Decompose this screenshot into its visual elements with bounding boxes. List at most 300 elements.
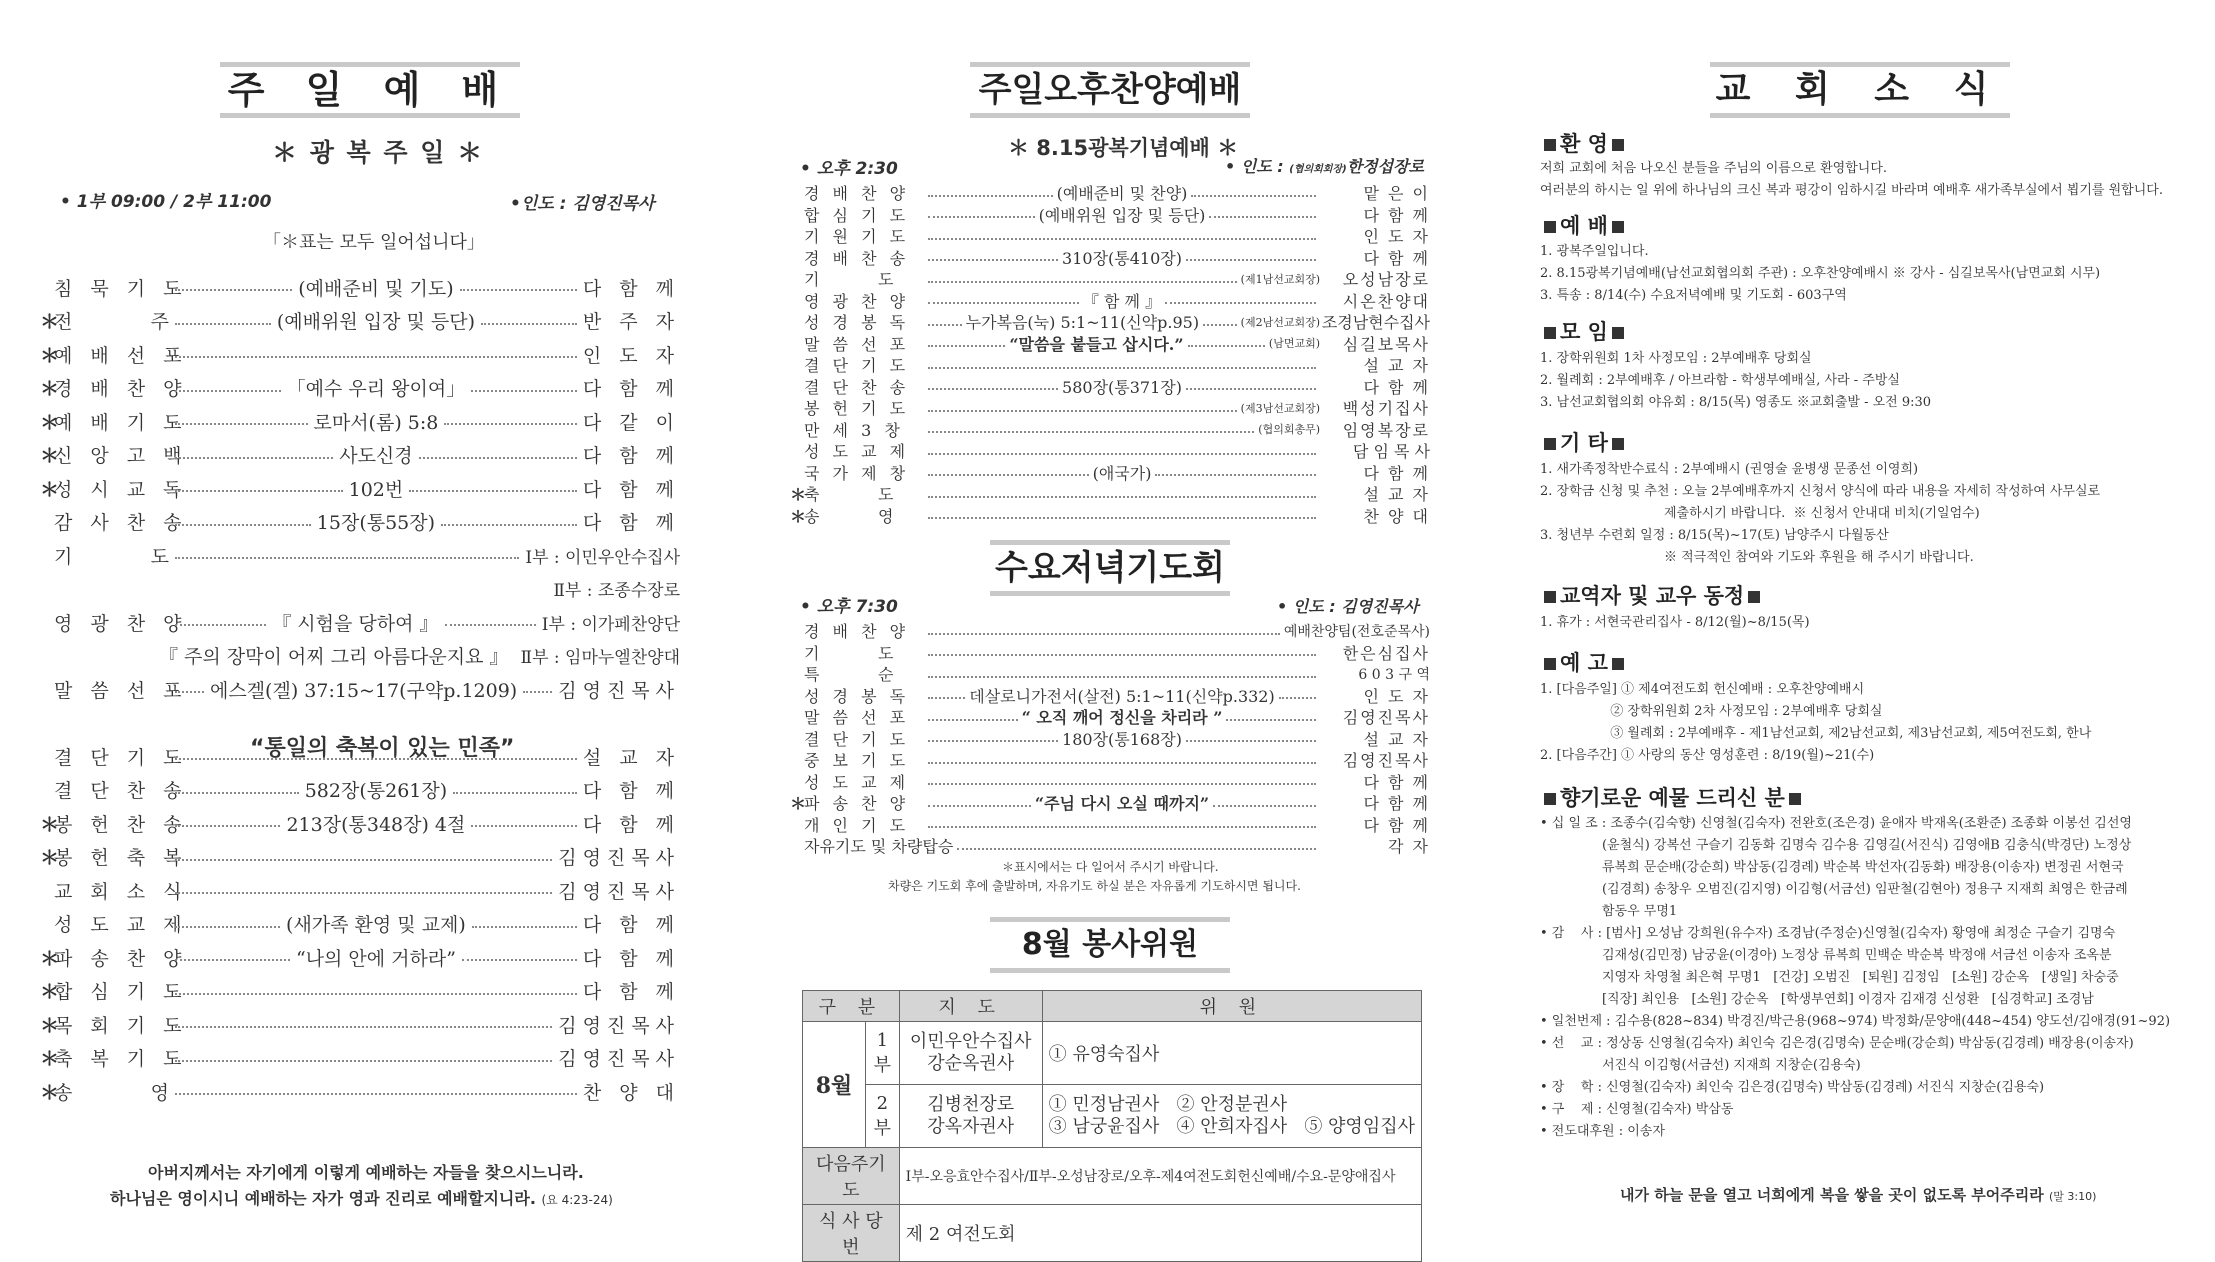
order-content: 『 주의 장막이 어찌 그리 아름다운지요 』	[158, 646, 509, 668]
volunteers-row-part2	[803, 1085, 1422, 1148]
order-person: 찬 양 대	[1363, 506, 1430, 526]
standing-mark: ＊	[40, 311, 60, 333]
dot-leader	[441, 524, 577, 526]
order-content: (예배위원 입장 및 등단)	[1038, 205, 1206, 225]
order-person: 다 함 께	[582, 914, 680, 936]
news-footer-verse: 내가 하늘 문을 열고 너희에게 복을 쌓을 곳이 없도록 부어주리라	[1620, 1186, 2044, 1204]
welcome-line-1: 저희 교회에 처음 나오신 분들을 주님의 이름으로 환영합니다.	[1540, 161, 1888, 176]
order-name: 봉 헌 축 복	[54, 847, 188, 869]
order-person: 설 교 자	[1363, 485, 1430, 504]
meeting-heading-text: 모 임	[1560, 320, 1608, 344]
standing-mark: ＊	[40, 478, 60, 501]
standing-mark: ＊	[40, 1081, 60, 1104]
offering-line: 지영자 차영철 최은혁 무명1 [건강] 오범진 [퇴원] 김정임 [소원] 강순옥 [생일] 차숭중	[1540, 970, 2119, 985]
afternoon-time: • 오후 2:30	[800, 159, 898, 179]
standing-mark: ＊	[40, 378, 60, 400]
dot-leader	[928, 719, 1018, 721]
volunteers-table	[802, 990, 1422, 1262]
order-content: 로마서(롬) 5:8	[313, 411, 439, 434]
order-row	[790, 419, 1430, 440]
offering-line: (윤철식) 강복선 구슬기 김동화 김명숙 김수용 김영길(서진식) 김영애B 김충식(박경단) 노정상	[1540, 838, 2132, 853]
welcome-heading-text: 환 영	[1560, 132, 1608, 156]
sunday-verse-line1: 아버지께서는 자기에게 이렇게 예배하는 자들을 찾으시느니라.	[148, 1163, 584, 1182]
notice-heading-text: 예 고	[1560, 651, 1608, 675]
dot-leader	[175, 993, 577, 995]
order-person: 김영진목사	[558, 847, 680, 869]
order-row	[40, 272, 680, 302]
wednesday-note2: 차량은 기도회 후에 출발하며, 자유기도 하실 분은 자유롭게 기도하시면 됩니다.	[888, 879, 1301, 893]
order-person: 반 주 자	[582, 311, 681, 333]
order-name: 예 배 기 도	[54, 411, 188, 434]
order-role: (제3남선교회장)	[1240, 401, 1320, 415]
dot-leader	[1188, 345, 1265, 347]
order-name: 성 도 교 제	[804, 442, 910, 461]
dot-leader	[472, 926, 577, 928]
order-name: 교 회 소 식	[54, 880, 188, 903]
order-name: 중 보 기 도	[804, 751, 910, 770]
heading-square-icon	[1612, 139, 1624, 151]
dot-leader	[928, 654, 1316, 656]
heading-square-icon	[1612, 221, 1624, 233]
dot-leader	[1209, 216, 1316, 218]
order-person: 김영진목사	[1342, 751, 1430, 770]
dot-leader	[462, 959, 577, 961]
dot-leader	[175, 1026, 552, 1028]
dot-leader	[928, 302, 1079, 304]
standing-mark: ＊	[40, 947, 60, 970]
standing-mark: ＊	[40, 445, 60, 467]
order-row	[790, 685, 1430, 706]
header-members: 위 원	[1042, 991, 1421, 1022]
etc-line-4: 3. 청년부 수련회 일정 : 8/15(목)~17(토) 남양주시 다월동산	[1540, 528, 1889, 543]
sunday-order-list	[40, 272, 680, 1132]
wednesday-title: 수요저녁기도회	[995, 548, 1225, 588]
dot-leader	[928, 410, 1237, 412]
dot-leader	[928, 676, 1316, 678]
part2-cell: 2부	[866, 1085, 900, 1148]
staff-line-1: 1. 휴가 : 서현국관리집사 - 8/12(월)~8/15(목)	[1540, 615, 1810, 630]
dot-leader	[928, 762, 1316, 764]
order-person: Ⅱ부 : 조종수장로	[553, 581, 680, 601]
wednesday-time: • 오후 7:30	[800, 597, 898, 617]
offering-line: [직장] 최인용 [소원] 강순옥 [학생부연회] 이경자 김재경 신성환 [심경학교] 조경남	[1540, 992, 2094, 1007]
next-value: Ⅰ부-오응효안수집사/Ⅱ부-오성남장로/오후-제4여전도회헌신예배/수요-문양애집사	[899, 1148, 1421, 1205]
order-row	[790, 814, 1430, 835]
wednesday-note1: ＊표시에서는 다 일어서 주시기 바랍니다.	[1002, 860, 1219, 874]
dot-leader	[928, 453, 1316, 455]
order-row	[40, 808, 680, 838]
offering-line: 함동우 무명1	[1540, 904, 1678, 919]
order-row	[40, 574, 680, 604]
offering-line: • 전도대후원 : 이송자	[1540, 1124, 1665, 1139]
order-content: “나의 안에 거하라”	[295, 947, 456, 970]
etc-line-5: ※ 적극적인 참여와 기도와 후원을 해 주시기 바랍니다.	[1540, 550, 1974, 565]
heading-square-icon	[1544, 658, 1556, 670]
order-row	[40, 306, 680, 336]
dot-leader	[957, 848, 1316, 850]
dot-leader	[175, 825, 280, 827]
order-person: 다 함 께	[582, 378, 680, 400]
order-name: 만 세 3 창	[804, 420, 904, 440]
meeting-line-1: 1. 장학위원회 1차 사정모임 : 2부예배후 당회실	[1540, 351, 1812, 366]
news-column	[1540, 0, 2180, 1240]
sunday-worship-column	[40, 0, 680, 1240]
offering-line: • 십 일 조 : 조종수(김숙향) 신영철(김숙자) 전완호(조은경) 윤애자 박재옥(조환준) 조종화 이봉선 김선영	[1540, 816, 2132, 831]
part2-guide-2: 강옥자권사	[927, 1116, 1015, 1137]
volunteers-header-row	[803, 991, 1422, 1022]
heading-square-icon	[1789, 793, 1801, 805]
order-name: 성 도 교 제	[804, 772, 910, 792]
order-person: 예배찬양팀(전호준목사)	[1283, 623, 1430, 640]
heading-square-icon	[1612, 658, 1624, 670]
standing-mark: ＊	[40, 1048, 60, 1070]
next-label: 다음주기도	[803, 1148, 900, 1205]
afternoon-subtitle: ＊ 8.15광복기념예배 ＊	[1008, 136, 1239, 160]
volunteers-row-part1	[803, 1022, 1422, 1085]
order-person: 다 함 께	[1363, 248, 1430, 268]
order-person: 임영복장로	[1342, 420, 1430, 440]
afternoon-order-list	[790, 182, 1430, 532]
offering-line: 서진식 이김형(서금선) 지재희 지창순(김용숙)	[1540, 1058, 1861, 1073]
meeting-heading	[1540, 316, 1628, 346]
order-name: 성 경 봉 독	[804, 313, 910, 332]
order-row	[40, 641, 680, 671]
dot-leader	[175, 1093, 577, 1095]
order-content: “말씀을 붙들고 삽시다.”	[1009, 334, 1184, 354]
dot-leader	[175, 423, 308, 425]
order-name: 파 송 찬 양	[804, 794, 910, 813]
order-name: 기 도	[804, 270, 898, 289]
heading-square-icon	[1544, 793, 1556, 805]
order-name: 말 씀 선 포	[804, 334, 910, 354]
afternoon-title-box	[970, 62, 1250, 118]
standing-mark: ＊	[790, 506, 807, 526]
dot-leader	[1213, 805, 1316, 807]
worship-heading-text: 예 배	[1560, 214, 1608, 238]
order-content: 『 함 께 』	[1082, 291, 1162, 311]
header-guide: 지 도	[899, 991, 1042, 1022]
dot-leader	[928, 195, 1053, 197]
order-person: Ⅰ부 : 이민우안수집사	[525, 547, 680, 568]
order-name: 예 배 선 포	[54, 344, 188, 367]
dot-leader	[175, 959, 290, 961]
staff-heading-text: 교역자 및 교우 동정	[1560, 584, 1745, 608]
order-name: 파 송 찬 양	[54, 947, 188, 970]
order-person: 심길보목사	[1342, 334, 1431, 354]
etc-heading-text: 기 타	[1560, 431, 1608, 455]
order-row	[40, 775, 680, 805]
order-content: 213장(통348장) 4절	[286, 813, 466, 836]
order-content: 사도신경	[339, 445, 413, 467]
dot-leader	[175, 390, 281, 392]
order-name: 말 씀 선 포	[54, 679, 188, 702]
order-name: 봉 헌 기 도	[804, 399, 910, 418]
sunday-leader: •인도 : 김영진목사	[510, 194, 655, 214]
standing-mark: ＊	[40, 411, 60, 434]
order-row	[790, 663, 1430, 684]
order-row	[40, 540, 680, 570]
order-person: 김영진목사	[558, 1048, 680, 1070]
dot-leader	[1226, 719, 1316, 721]
order-row	[790, 225, 1430, 246]
order-person: 백성기집사	[1342, 399, 1430, 418]
order-row	[790, 182, 1430, 203]
order-person: 각 자	[1388, 837, 1430, 856]
order-name: 축 복 기 도	[54, 1048, 188, 1070]
dot-leader	[928, 496, 1316, 498]
offering-line: 류복희 문순배(강순희) 박삼동(김경례) 박순복 박선자(김동화) 배장용(이송자) 변정권 서현국	[1540, 860, 2124, 875]
order-name: 경 배 찬 송	[804, 248, 910, 268]
order-content: “ 오직 깨어 정신을 차리라 ”	[1021, 708, 1223, 727]
dot-leader	[928, 388, 1058, 390]
order-name: 전 주	[54, 311, 175, 333]
order-row	[40, 473, 680, 503]
order-name: 자유기도 및 차량탑승	[804, 837, 954, 856]
meal-label: 식 사 당 번	[803, 1205, 900, 1262]
order-name: 결 단 찬 송	[54, 780, 188, 802]
order-person: 인 도 자	[1363, 686, 1430, 706]
news-title-box	[1710, 62, 2010, 118]
order-role: (협의회총무)	[1258, 423, 1320, 436]
dot-leader	[1186, 259, 1316, 261]
dot-leader	[175, 457, 333, 459]
offering-list	[1540, 812, 2180, 1152]
dot-leader	[1279, 697, 1316, 699]
order-name: 기 원 기 도	[804, 227, 910, 246]
order-name: 결 단 기 도	[54, 746, 188, 769]
order-row	[790, 835, 1430, 856]
order-row	[40, 339, 680, 369]
offering-heading	[1540, 782, 1805, 812]
order-row	[790, 397, 1430, 418]
order-row	[790, 706, 1430, 727]
wednesday-leader: • 인도 : 김영진목사	[1277, 597, 1419, 616]
order-row	[40, 406, 680, 436]
order-content: 『 시험을 당하여 』	[272, 612, 439, 635]
order-person: 설 교 자	[1363, 356, 1430, 375]
order-person: 다 함 께	[582, 512, 680, 534]
sunday-standing-notice: 「＊표는 모두 일어섭니다」	[263, 232, 485, 253]
worship-line-3: 3. 특송 : 8/14(수) 수요저녁예배 및 기도회 - 603구역	[1540, 288, 1847, 303]
notice-heading	[1540, 647, 1628, 677]
dot-leader	[471, 825, 576, 827]
order-row	[40, 607, 680, 637]
order-name: 성 시 교 독	[54, 478, 188, 501]
order-row	[790, 792, 1430, 813]
order-role: (제1남선교회장)	[1240, 272, 1320, 286]
order-content: 310장(통410장)	[1062, 248, 1182, 268]
wednesday-order-list	[790, 620, 1430, 860]
dot-leader	[175, 624, 266, 626]
order-name: 송 영	[54, 1081, 175, 1104]
notice-line-3: ③ 월례회 : 2부예배후 - 제1남선교회, 제2남선교회, 제3남선교회, 제5여전도회, 한나	[1540, 726, 2092, 741]
order-row	[40, 1043, 680, 1073]
worship-heading	[1540, 210, 1628, 240]
dot-leader	[175, 557, 519, 559]
order-content: 데살로니가전서(살전) 5:1~11(신약p.332)	[969, 686, 1275, 706]
order-row	[790, 620, 1430, 641]
order-content: (예배준비 및 찬양)	[1056, 184, 1188, 203]
order-content: 582장(통261장)	[304, 780, 448, 802]
part2-members-cell	[1042, 1085, 1421, 1148]
order-row	[40, 440, 680, 470]
dot-leader	[409, 490, 577, 492]
order-name: 경 배 찬 양	[804, 622, 910, 641]
order-person: Ⅱ부 : 임마누엘찬양대	[520, 648, 680, 668]
offering-line: (김경희) 송창우 오범진(김지영) 이김형(서금선) 임판철(김현아) 정용구 지재희 최영은 한금례	[1540, 882, 2128, 897]
dot-leader	[928, 238, 1316, 240]
order-row	[40, 976, 680, 1006]
staff-heading	[1540, 580, 1764, 610]
order-row	[790, 462, 1430, 483]
part1-members-cell: ① 유영숙집사	[1042, 1022, 1421, 1085]
order-person: 인 도 자	[582, 344, 680, 367]
order-content: 180장(통168장)	[1062, 729, 1182, 749]
order-content: (새가족 환영 및 교제)	[286, 914, 466, 936]
afternoon-title: 주일오후찬양예배	[978, 70, 1242, 110]
order-name: 합 심 기 도	[804, 205, 910, 225]
order-person: 맡 은 이	[1363, 184, 1431, 203]
order-person: 김영진목사	[558, 880, 680, 903]
order-row	[790, 483, 1430, 504]
dot-leader	[928, 633, 1280, 635]
order-name: 결 단 기 도	[804, 356, 910, 375]
order-person: Ⅰ부 : 이가페찬양단	[541, 614, 680, 635]
offering-line: 김재성(김민정) 남궁윤(이경아) 노정상 류복희 민백순 박순복 박정애 서금선 이송자 조옥분	[1540, 948, 2112, 963]
order-row	[40, 875, 680, 905]
order-person: 다 함 께	[582, 780, 681, 802]
dot-leader	[928, 216, 1035, 218]
part1-guide-1: 이민우안수집사	[909, 1031, 1032, 1052]
dot-leader	[175, 892, 552, 894]
order-name: 영 광 찬 양	[54, 612, 188, 635]
part2-members-1: ① 민정남권사 ② 안정분권사	[1048, 1094, 1288, 1115]
order-row	[790, 376, 1430, 397]
dot-leader	[175, 356, 577, 358]
dot-leader	[1203, 324, 1237, 326]
heading-square-icon	[1612, 438, 1624, 450]
afternoon-leader-name: 한정섭장로	[1346, 157, 1424, 176]
order-person: 다 같 이	[582, 411, 681, 434]
order-content: (애국가)	[1092, 463, 1152, 483]
dot-leader	[928, 826, 1316, 828]
afternoon-column	[790, 0, 1431, 1258]
dot-leader	[444, 423, 577, 425]
order-row	[790, 204, 1430, 225]
sunday-verse-ref: (요 4:23-24)	[541, 1193, 613, 1207]
dot-leader	[481, 323, 577, 325]
news-footer	[1620, 1184, 2096, 1205]
heading-square-icon	[1544, 327, 1556, 339]
dot-leader	[928, 517, 1316, 519]
order-person: 다 함 께	[582, 478, 680, 501]
news-footer-ref: (말 3:10)	[2048, 1190, 2097, 1203]
order-person: 설 교 자	[582, 746, 680, 769]
dot-leader	[928, 345, 1005, 347]
order-row	[40, 373, 680, 403]
heading-square-icon	[1612, 327, 1624, 339]
month-cell: 8월	[803, 1022, 866, 1148]
part1-cell: 1부	[866, 1022, 900, 1085]
afternoon-leader-role: (협의회회장)	[1289, 164, 1347, 175]
order-person: 시온찬양대	[1342, 291, 1431, 311]
etc-line-3: 제출하시기 바랍니다. ※ 신청서 안내대 비치(기일엄수)	[1540, 506, 1980, 521]
order-name: 송 영	[804, 506, 898, 526]
meeting-line-3: 3. 남선교회협의회 야유회 : 8/15(목) 영종도 ※교회출발 - 오전 9:30	[1540, 395, 1932, 410]
order-person: 다 함 께	[1363, 205, 1431, 225]
heading-square-icon	[1544, 139, 1556, 151]
part2-guide-cell	[899, 1085, 1042, 1148]
standing-mark: ＊	[40, 847, 60, 869]
dot-leader	[175, 859, 552, 861]
order-content: 누가복음(눅) 5:1~11(신약p.95)	[965, 313, 1200, 332]
volunteers-title: 8월 봉사위원	[1021, 927, 1199, 962]
heading-square-icon	[1544, 221, 1556, 233]
etc-line-1: 1. 새가족정착반수료식 : 2부예배시 (권영술 윤병생 문종선 이영희)	[1540, 462, 1919, 477]
dot-leader	[928, 805, 1031, 807]
etc-line-2: 2. 장학금 신청 및 추천 : 오늘 2부예배후까지 신청서 양식에 따라 내용을 자세히 작성하여 사무실로	[1540, 484, 2101, 499]
dot-leader	[1186, 388, 1316, 390]
dot-leader	[460, 289, 577, 291]
wednesday-title-box	[990, 540, 1230, 596]
part1-guide-cell	[899, 1022, 1042, 1085]
order-person: 다 함 께	[582, 277, 681, 300]
afternoon-leader-line	[1225, 154, 1424, 177]
order-row	[790, 728, 1430, 749]
order-name: 침 묵 기 도	[54, 277, 188, 300]
dot-leader	[175, 323, 271, 325]
dot-leader	[419, 457, 577, 459]
order-name: 성 경 봉 독	[804, 686, 910, 706]
dot-leader	[928, 783, 1316, 785]
order-row	[40, 1009, 680, 1039]
order-row	[40, 942, 680, 972]
order-person: 다 함 께	[1363, 815, 1430, 835]
dot-leader	[1155, 474, 1316, 476]
order-content: 102번	[348, 478, 404, 501]
dot-leader	[445, 624, 536, 626]
order-name: 특 순	[804, 665, 898, 684]
order-name: 개 인 기 도	[804, 815, 910, 835]
order-person: 한은심집사	[1342, 643, 1430, 663]
standing-mark: ＊	[40, 813, 60, 836]
order-row	[790, 749, 1430, 770]
heading-square-icon	[1544, 438, 1556, 450]
dot-leader	[928, 259, 1058, 261]
order-name: 경 배 찬 양	[54, 378, 188, 400]
order-person: 다 함 께	[1363, 377, 1430, 397]
offering-line: • 일천번제 : 김수용(828~834) 박경진/박근용(968~974) 박정화/문양애(448~454) 양도선/김애경(91~92)	[1540, 1014, 2171, 1029]
order-row	[40, 674, 680, 704]
meal-value: 제 2 여전도회	[899, 1205, 1421, 1262]
order-person: 다 함 께	[1363, 463, 1431, 483]
dot-leader	[453, 792, 577, 794]
standing-mark: ＊	[40, 344, 60, 367]
order-name: 말 씀 선 포	[804, 708, 910, 727]
offering-line: • 장 학 : 신영철(김숙자) 최인숙 김은경(김명숙) 박삼동(김경례) 서진식 지창순(김용숙)	[1540, 1080, 2045, 1095]
notice-line-1: 1. [다음주일] ① 제4여전도회 헌신예배 : 오후찬양예배시	[1540, 682, 1865, 697]
standing-mark: ＊	[40, 981, 60, 1003]
order-name: 합 심 기 도	[54, 981, 188, 1003]
order-person: 인 도 자	[1363, 227, 1430, 246]
order-content: (예배준비 및 기도)	[298, 277, 454, 300]
order-row	[790, 440, 1430, 461]
order-person: 김영진목사	[558, 1014, 680, 1037]
notice-line-2: ② 장학위원회 2차 사정모임 : 2부예배후 당회실	[1540, 704, 1883, 719]
worship-line-1: 1. 광복주일입니다.	[1540, 244, 1649, 259]
standing-mark: ＊	[790, 485, 807, 504]
part1-guide-2: 강순옥권사	[927, 1053, 1015, 1074]
